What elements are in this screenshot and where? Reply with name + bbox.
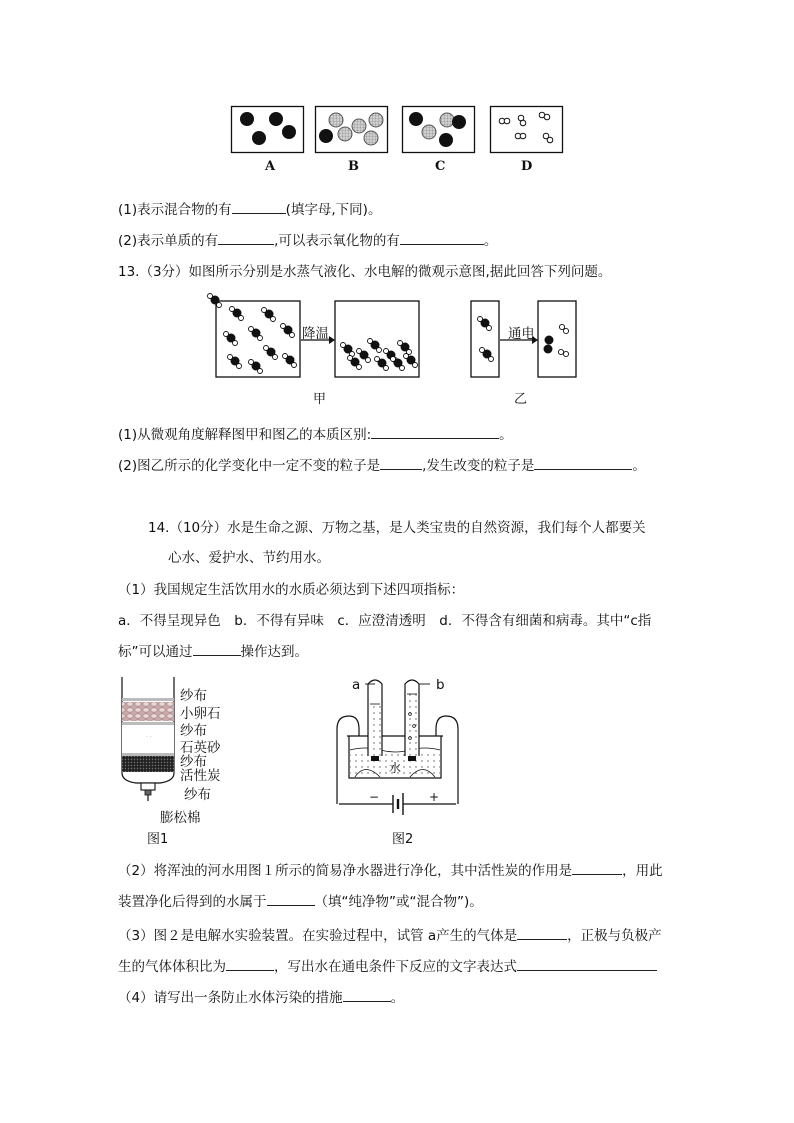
filter-layer-label: 小卵石 [180, 706, 221, 722]
electrolysis-diagram [335, 674, 460, 808]
q14-sub1: （1）我国规定生活饮用水的水质必须达到下述四项指标： [118, 582, 465, 598]
q14-sub3-line2: 生的气体体积比为 ，写出水在通电条件下反应的文字表达式 [118, 956, 657, 977]
answer-blank[interactable] [517, 956, 657, 971]
q13-line2: (2)图乙所示的化学变化中一定不变的粒子是 ,发生改变的粒子是 。 [118, 455, 646, 476]
filter-layer-label: 纱布 [180, 688, 207, 704]
q14-sub2-line1: （2）将浑浊的河水用图１所示的简易净水器进行净化，其中活性炭的作用是 ，用此 [118, 860, 663, 881]
arrow-label-yi: 通电 [508, 326, 535, 342]
particle-box-c [402, 106, 476, 154]
filter-layer-label: 膨松棉 [160, 810, 201, 826]
q12-line1: (1)表示混合物的有 (填字母,下同)。 [118, 199, 381, 220]
water-filter-diagram [118, 677, 180, 802]
filter-layer-label: 活性炭 [180, 768, 221, 784]
q13-line1: (1)从微观角度解释图甲和图乙的本质区别: 。 [118, 424, 513, 445]
q14-sub3-line1: （3）图２是电解水实验装置。在实验过程中，试管 a产生的气体是 ，正极与负极产 [118, 925, 662, 946]
answer-blank[interactable] [343, 987, 391, 1002]
box-label-d: D [521, 159, 533, 174]
answer-blank[interactable] [534, 455, 632, 470]
filter-layer-label: 石英砂 [180, 740, 221, 756]
answer-blank[interactable] [232, 199, 286, 214]
q14-title-line1: 14.（10分）水是生命之源、万物之基，是人类宝贵的自然资源，我们每个人都要关 [148, 520, 646, 536]
answer-blank[interactable] [400, 230, 484, 245]
q13-title: 13.（3分）如图所示分别是水蒸气液化、水电解的微观示意图,据此回答下列问题。 [118, 264, 612, 280]
fig1-caption: 图1 [147, 832, 169, 847]
q14-title-line2: 心水、爱护水、节约用水。 [168, 550, 330, 566]
tube-b-label: b [436, 677, 445, 693]
arrow-label-jia: 降温 [302, 326, 329, 342]
box-label-a: A [265, 159, 276, 174]
answer-blank[interactable] [193, 641, 241, 656]
answer-blank[interactable] [517, 925, 567, 940]
filter-layer-label: 纱布 [184, 787, 211, 803]
positive-terminal-label: + [429, 790, 440, 804]
particle-box-d [490, 106, 564, 154]
q14-sub1-items: a．不得呈现异色 b．不得有异味 c．应澄清透明 d．不得含有细菌和病毒。其中“c指 [118, 613, 652, 629]
box-label-c: C [435, 159, 446, 174]
answer-blank[interactable] [572, 860, 622, 875]
q14-sub4: （4）请写出一条防止水体污染的措施 。 [118, 987, 404, 1008]
box-label-b: B [348, 159, 359, 174]
fig2-caption: 图2 [392, 832, 414, 847]
water-label: 水 [389, 761, 402, 775]
caption-yi: 乙 [514, 392, 528, 407]
answer-blank[interactable] [371, 424, 499, 439]
q14-sub1-tail: 标”可以通过 操作达到。 [118, 641, 308, 662]
filter-layer-label: 纱布 [180, 723, 207, 739]
answer-blank[interactable] [226, 956, 274, 971]
negative-terminal-label: − [369, 790, 380, 804]
answer-blank[interactable] [218, 230, 274, 245]
answer-blank[interactable] [267, 891, 315, 906]
filter-layer-label: 纱布 [180, 754, 207, 770]
svg-text:· ·: · · [146, 734, 152, 741]
caption-jia: 甲 [313, 392, 327, 407]
q14-sub2-line2: 装置净化后得到的水属于 （填“纯净物”或“混合物”)。 [118, 891, 483, 912]
answer-blank[interactable] [380, 455, 422, 470]
tube-a-label: a [352, 677, 361, 693]
q12-line2: (2)表示单质的有 ,可以表示氧化物的有 。 [118, 230, 497, 251]
particle-box-a [231, 106, 305, 154]
particle-box-b [315, 106, 389, 154]
